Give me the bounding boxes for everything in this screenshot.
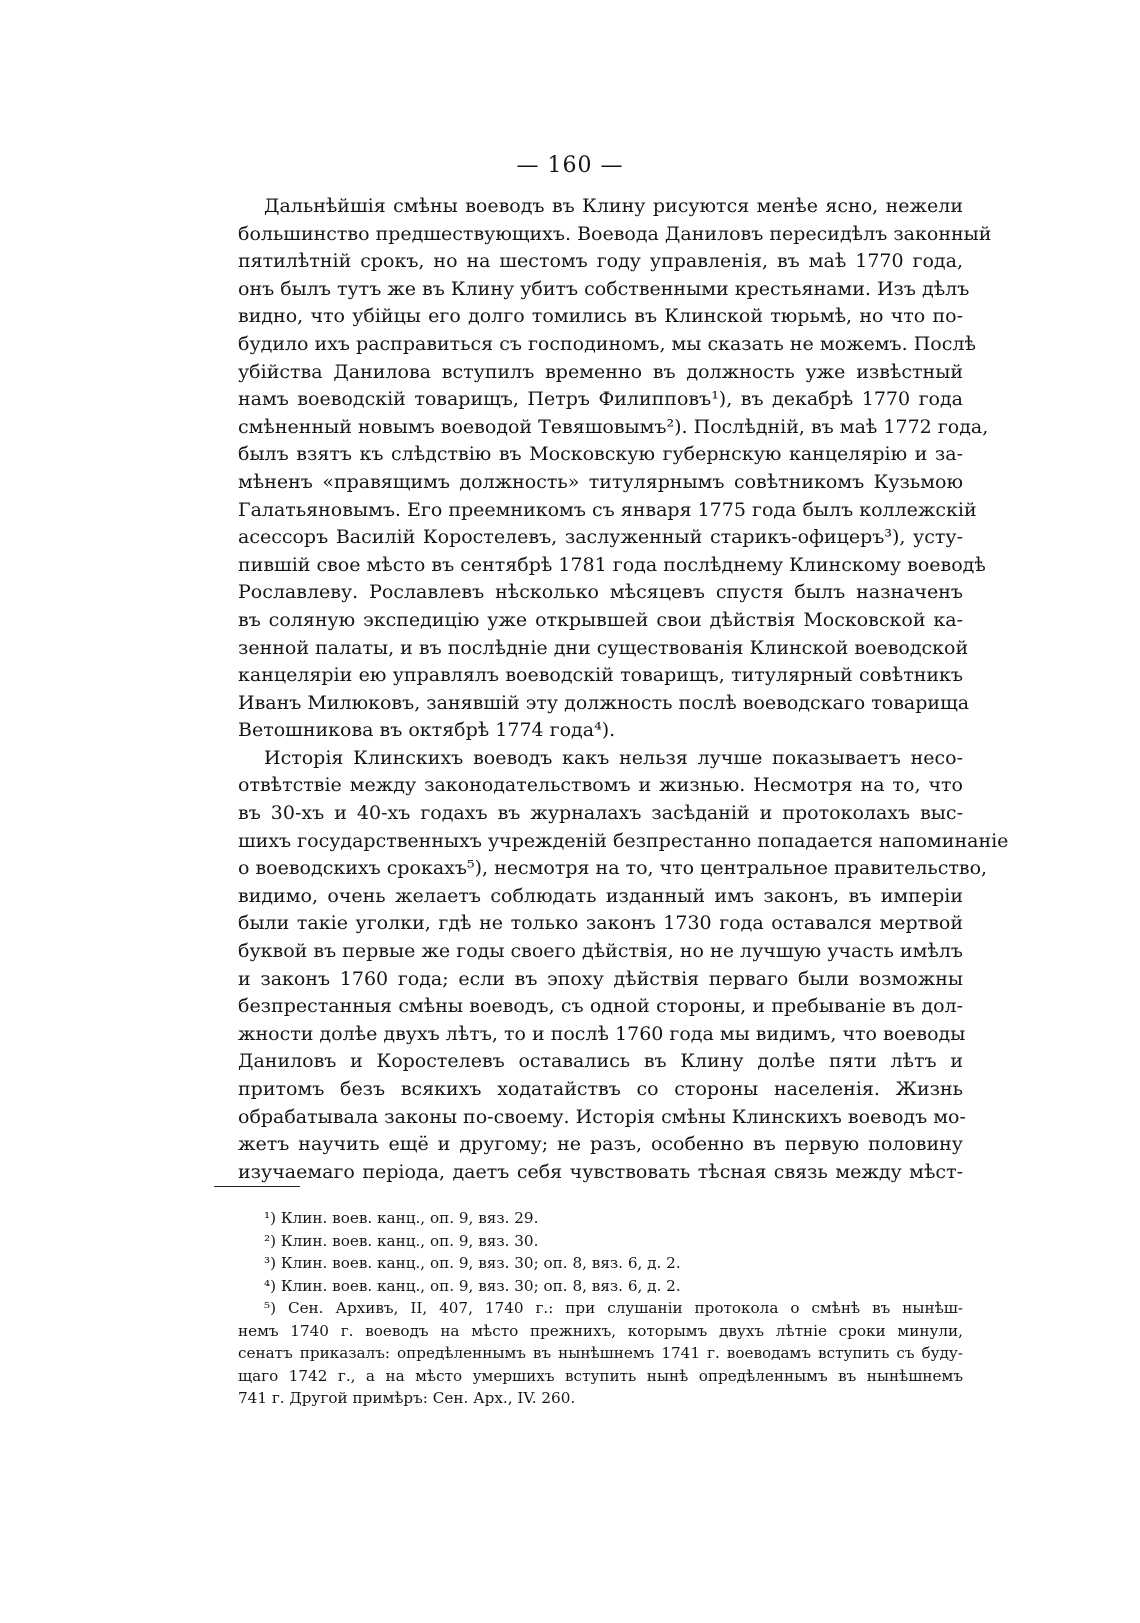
text-line: Рославлеву. Рославлевъ нѣсколько мѣсяцевъ спустя былъ назначенъ bbox=[238, 581, 963, 604]
text-line: изучаемаго періода, даетъ себя чувствовать тѣсная связь между мѣст- bbox=[238, 1160, 963, 1183]
text-line: и законъ 1760 года; если въ эпоху дѣйствія перваго были возможны bbox=[238, 967, 963, 990]
text-line: онъ былъ тутъ же въ Клину убитъ собственными крестьянами. Изъ дѣлъ bbox=[238, 277, 970, 300]
text-line: смѣненный новымъ воеводой Тевяшовымъ²). Послѣдній, въ маѣ 1772 года, bbox=[238, 415, 989, 438]
text-line: мѣненъ «правящимъ должность» титулярнымъ совѣтникомъ Кузьмою bbox=[238, 470, 963, 493]
text-line: пятилѣтній срокъ, но на шестомъ году управленія, въ маѣ 1770 года, bbox=[238, 250, 963, 273]
footnotes bbox=[238, 1207, 963, 1410]
text-line: канцеляріи ею управлялъ воеводскій товарищъ, титулярный совѣтникъ bbox=[238, 664, 963, 687]
text-line: Иванъ Милюковъ, занявшій эту должность послѣ воеводскаго товарища bbox=[238, 691, 970, 714]
text-line: были такіе уголки, гдѣ не только законъ 1730 года оставался мертвой bbox=[238, 912, 963, 935]
footnote-line: ⁵) Сен. Архивъ, II, 407, 1740 г.: при слушаніи протокола о смѣнѣ въ нынѣш- bbox=[264, 1299, 963, 1317]
text-line: Даниловъ и Коростелевъ оставались въ Клину долѣе пяти лѣтъ и bbox=[238, 1050, 963, 1073]
page-number: — 160 — bbox=[516, 153, 624, 178]
text-line: видимо, очень желаетъ соблюдать изданный имъ законъ, въ имперіи bbox=[238, 884, 963, 907]
footnote-separator bbox=[214, 1186, 300, 1187]
text-line: притомъ безъ всякихъ ходатайствъ со стороны населенія. Жизнь bbox=[238, 1078, 963, 1100]
text-line: асессоръ Василій Коростелевъ, заслуженный старикъ-офицеръ³), усту- bbox=[238, 526, 963, 549]
body-text bbox=[238, 193, 1009, 1186]
text-line: жности долѣе двухъ лѣтъ, то и послѣ 1760 года мы видимъ, что воеводы bbox=[238, 1022, 966, 1045]
text-line: былъ взятъ къ слѣдствію въ Московскую губернскую канцелярію и за- bbox=[238, 443, 963, 466]
footnote: ²) Клин. воев. канц., оп. 9, вяз. 30. bbox=[264, 1231, 539, 1250]
footnote-line: щаго 1742 г., а на мѣсто умершихъ вступить нынѣ опредѣленнымъ въ нынѣшнемъ bbox=[238, 1366, 963, 1385]
text-line: жетъ научить ещё и другому; не разъ, особенно въ первую половину bbox=[238, 1133, 963, 1156]
text-line: Галатьяновымъ. Его преемникомъ съ января 1775 года былъ коллежскій bbox=[238, 498, 977, 521]
text-line: о воеводскихъ срокахъ⁵), несмотря на то, что центральное правительство, bbox=[238, 857, 988, 880]
text-line: Ветошникова въ октябрѣ 1774 года⁴). bbox=[238, 719, 616, 742]
footnote: ⁴) Клин. воев. канц., оп. 9, вяз. 30; оп. 8, вяз. 6, д. 2. bbox=[264, 1276, 681, 1295]
text-line: шихъ государственныхъ учрежденій безпрестанно попадается напоминаніе bbox=[238, 829, 1009, 852]
footnote-line: немъ 1740 г. воеводъ на мѣсто прежнихъ, которымъ двухъ лѣтніе сроки минули, bbox=[238, 1321, 963, 1340]
footnote-long bbox=[238, 1297, 963, 1410]
text-line: безпрестанныя смѣны воеводъ, съ одной стороны, и пребываніе въ дол- bbox=[238, 995, 963, 1018]
footnote: ³) Клин. воев. канц., оп. 9, вяз. 30; оп. 8, вяз. 6, д. 2. bbox=[264, 1254, 681, 1272]
text-line: отвѣтствіе между законодательствомъ и жизнью. Несмотря на то, что bbox=[238, 774, 963, 797]
text-line: намъ воеводскій товарищъ, Петръ Филипповъ¹), въ декабрѣ 1770 года bbox=[238, 388, 963, 411]
text-line: пившій свое мѣсто въ сентябрѣ 1781 года послѣднему Клинскому воеводѣ bbox=[238, 553, 986, 576]
text-line: Дальнѣйшія смѣны воеводъ въ Клину рисуются менѣе ясно, нежели bbox=[264, 195, 963, 217]
paragraph bbox=[238, 745, 1009, 1187]
text-line: убійства Данилова вступилъ временно въ должность уже извѣстный bbox=[238, 360, 963, 383]
text-line: буквой въ первые же годы своего дѣйствія, но не лучшую участь имѣлъ bbox=[238, 940, 963, 963]
paragraph bbox=[238, 193, 992, 745]
text-line: будило ихъ расправиться съ господиномъ, мы сказать не можемъ. Послѣ bbox=[238, 332, 976, 355]
text-line: большинство предшествующихъ. Воевода Даниловъ пересидѣлъ законный bbox=[238, 222, 992, 245]
text-line: Исторія Клинскихъ воеводъ какъ нельзя лучше показываетъ несо- bbox=[264, 746, 963, 769]
footnote-line: сенатъ приказалъ: опредѣленнымъ въ нынѣшнемъ 1741 г. воеводамъ вступить съ буду- bbox=[238, 1344, 963, 1362]
text-line: обрабатывала законы по-своему. Исторія смѣны Клинскихъ воеводъ мо- bbox=[238, 1105, 966, 1128]
footnote-line: 741 г. Другой примѣръ: Сен. Арх., IV. 260. bbox=[238, 1389, 576, 1407]
text-line: видно, что убійцы его долго томились въ Клинской тюрьмѣ, но что по- bbox=[238, 305, 963, 328]
footnote: ¹) Клин. воев. канц., оп. 9, вяз. 29. bbox=[264, 1209, 539, 1227]
text-line: зенной палаты, и въ послѣдніе дни существованія Клинской воеводской bbox=[238, 636, 969, 659]
text-line: въ 30-хъ и 40-хъ годахъ въ журналахъ засѣданій и протоколахъ выс- bbox=[238, 802, 963, 825]
text-line: въ соляную экспедицію уже открывшей свои дѣйствія Московской ка- bbox=[238, 608, 963, 631]
